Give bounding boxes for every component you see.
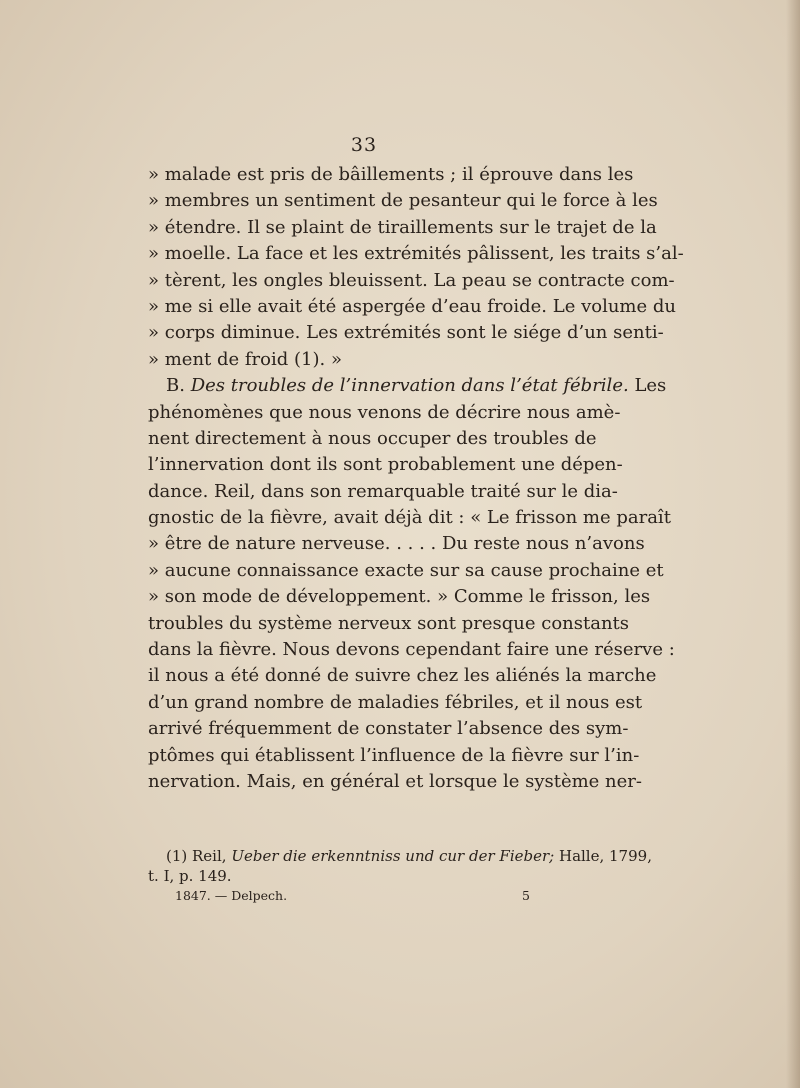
section-heading: Des troubles de l’innervation dans l’état fébrile. <box>190 375 629 397</box>
text-line: » moelle. La face et les extrémités pâlissent, les traits s’al- <box>148 243 684 265</box>
footnote <box>148 846 652 886</box>
signature-right: 5 <box>522 888 530 903</box>
footnote-prefix: (1) Reil, <box>166 847 227 865</box>
text-line: nervation. Mais, en général et lorsque le système ner- <box>148 770 642 792</box>
text-line: arrivé fréquemment de constater l’absence des sym- <box>148 718 629 740</box>
section-first-line-rest: Les <box>634 375 667 397</box>
text-line: dans la fièvre. Nous devons cependant faire une réserve : <box>148 639 675 661</box>
text-line: » étendre. Il se plaint de tiraillements sur le trajet de la <box>148 216 657 238</box>
text-line: » ment de froid (1). » <box>148 348 342 370</box>
text-line: » être de nature nerveuse. . . . . Du reste nous n’avons <box>148 533 645 555</box>
signature-left: 1847. — Delpech. <box>175 888 288 903</box>
quote-block <box>148 162 684 373</box>
printer-signature <box>175 888 530 903</box>
text-line: il nous a été donné de suivre chez les aliénés la marche <box>148 665 657 687</box>
text-line: gnostic de la fièvre, avait déjà dit : « Le frisson me paraît <box>148 507 671 529</box>
text-line: dance. Reil, dans son remarquable traité sur le dia- <box>148 480 618 502</box>
body-paragraph <box>148 400 675 796</box>
text-line: nent directement à nous occuper des troubles de <box>148 427 597 449</box>
page-edge-shadow <box>786 0 800 1088</box>
page-number: 33 <box>350 134 378 156</box>
text-line: l’innervation dont ils sont probablement une dépen- <box>148 454 623 476</box>
text-line: » corps diminue. Les extrémités sont le siége d’un senti- <box>148 322 664 344</box>
section-label: B. <box>166 375 185 397</box>
text-line: » me si elle avait été aspergée d’eau froide. Le volume du <box>148 295 676 317</box>
text-line: » tèrent, les ongles bleuissent. La peau se contracte com- <box>148 269 675 291</box>
text-line: » membres un sentiment de pesanteur qui le force à les <box>148 190 658 212</box>
main-text <box>148 162 684 795</box>
section-heading-line <box>148 373 667 399</box>
text-line: » son mode de développement. » Comme le frisson, les <box>148 586 651 608</box>
text-line: » malade est pris de bâillements ; il éprouve dans les <box>148 164 634 185</box>
footnote-suffix: Halle, 1799, <box>558 847 652 865</box>
footnote-line-1 <box>148 846 652 866</box>
text-line: d’un grand nombre de maladies fébriles, et il nous est <box>148 691 643 713</box>
text-line: ptômes qui établissent l’influence de la fièvre sur l’in- <box>148 744 640 766</box>
text-line: » aucune connaissance exacte sur sa cause prochaine et <box>148 559 664 581</box>
text-line: troubles du système nerveux sont presque constants <box>148 612 630 634</box>
footnote-line-2: t. I, p. 149. <box>148 867 232 885</box>
text-line: phénomènes que nous venons de décrire nous amè- <box>148 401 621 423</box>
footnote-title: Ueber die erkenntniss und cur der Fieber; <box>231 847 555 865</box>
